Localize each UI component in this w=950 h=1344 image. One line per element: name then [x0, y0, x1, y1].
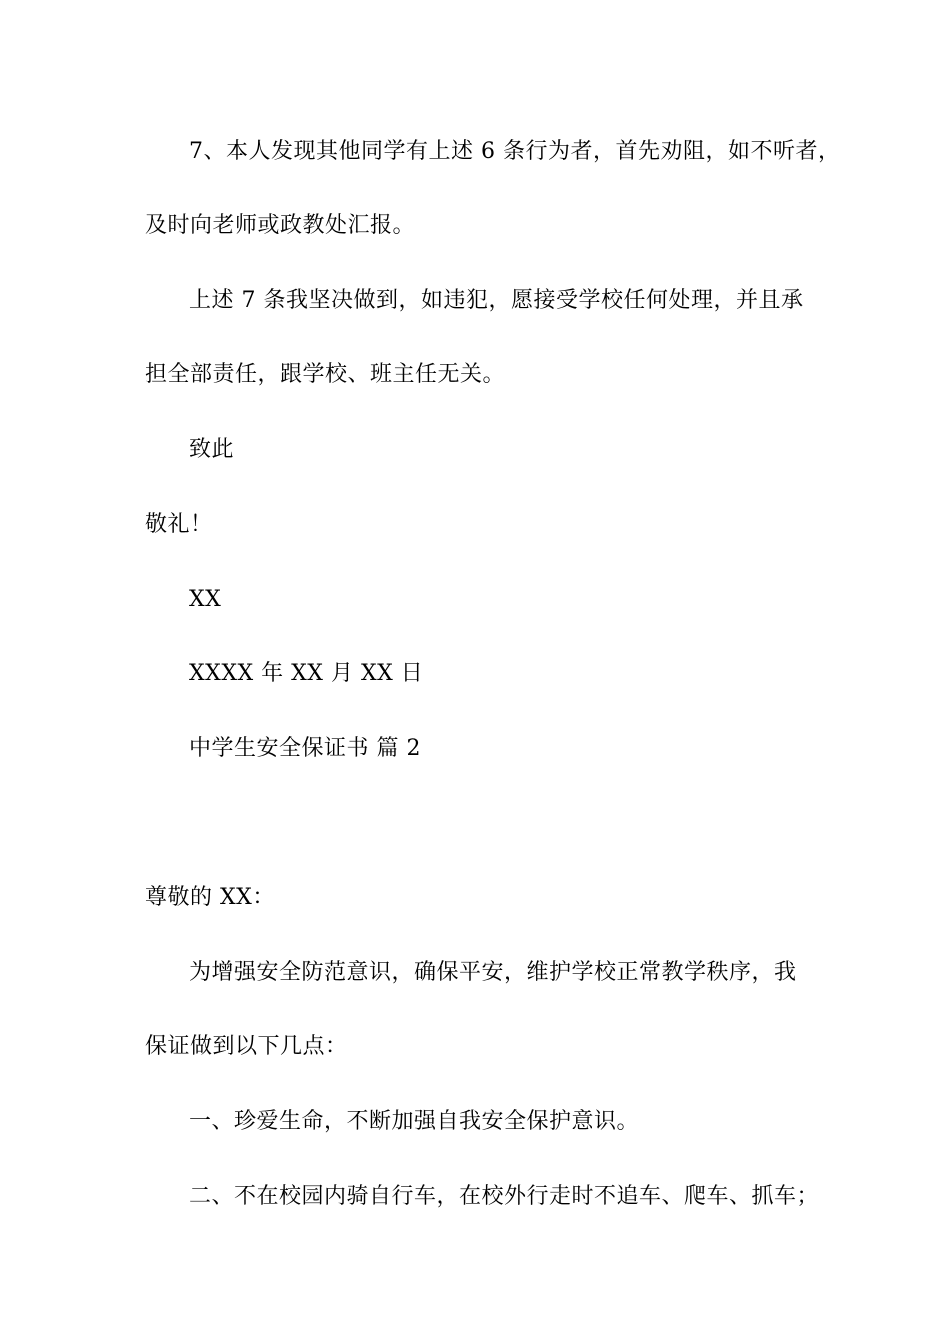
closing-salutation: 致此	[189, 437, 235, 462]
signature-name: XX	[189, 587, 222, 612]
list-item-1: 一、珍爱生命，不断加强自我安全保护意识。	[189, 1109, 640, 1134]
greeting: 尊敬的 XX：	[145, 885, 275, 910]
intro-paragraph-line-1: 为增强安全防范意识，确保平安，维护学校正常教学秩序，我	[189, 960, 797, 985]
paragraph-item-7-line-1: 7、本人发现其他同学有上述 6 条行为者，首先劝阻，如不听者，	[189, 139, 841, 164]
section-title: 中学生安全保证书 篇 2	[189, 736, 421, 761]
paragraph-commitment-line-2: 担全部责任，跟学校、班主任无关。	[145, 362, 506, 387]
intro-paragraph-line-2: 保证做到以下几点：	[145, 1034, 348, 1059]
list-item-2: 二、不在校园内骑自行车，在校外行走时不追车、爬车、抓车；	[189, 1184, 820, 1209]
closing-regards: 敬礼！	[145, 512, 213, 537]
paragraph-item-7-line-2: 及时向老师或政教处汇报。	[145, 213, 416, 238]
paragraph-commitment-line-1: 上述 7 条我坚决做到，如违犯，愿接受学校任何处理，并且承	[189, 288, 804, 313]
signature-date: XXXX 年 XX 月 XX 日	[189, 661, 424, 686]
